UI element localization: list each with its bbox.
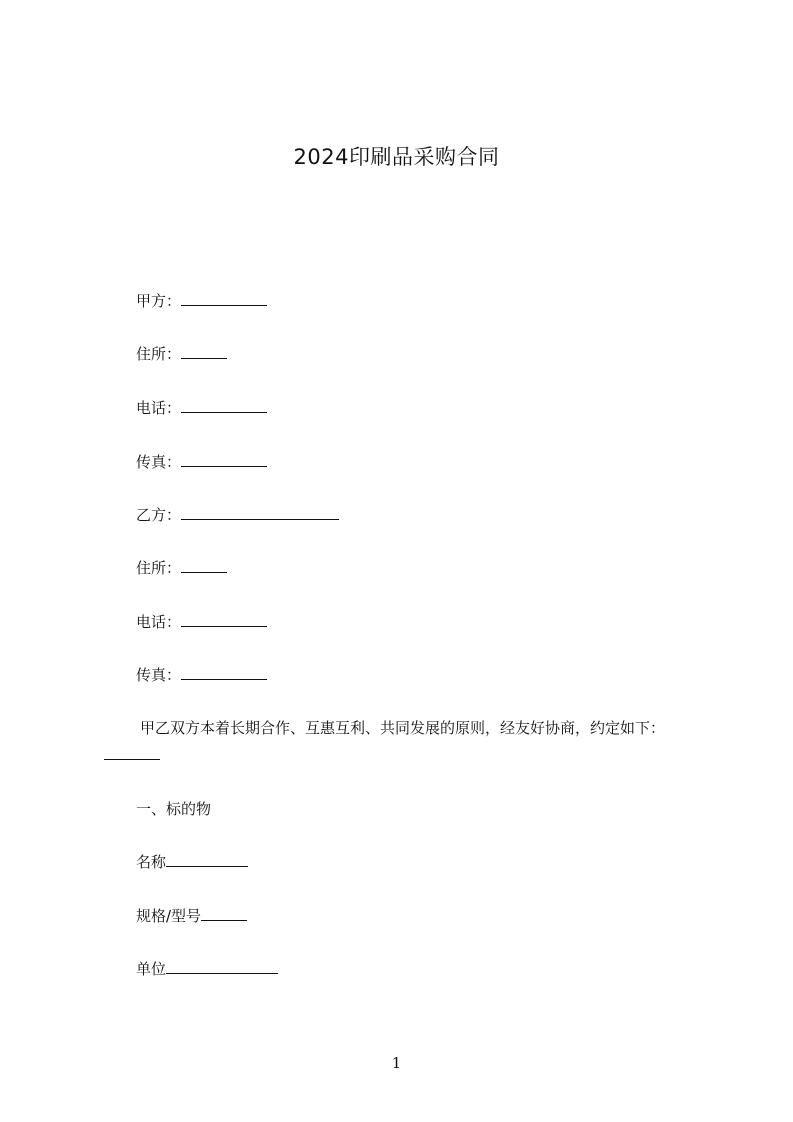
party-a-fax-line	[136, 451, 267, 473]
party-a-fax-label: 传真：	[136, 453, 182, 471]
intro-text: 甲乙双方本着长期合作、互惠互利、共同发展的原则，经友好协商，约定如下：	[140, 719, 666, 737]
party-b-name-blank[interactable]	[181, 504, 339, 520]
party-a-phone-blank[interactable]	[181, 397, 267, 413]
item-name-label: 名称	[136, 853, 167, 871]
item-spec-label: 规格/型号	[136, 907, 202, 925]
party-b-address-line	[136, 557, 227, 579]
party-a-address-label: 住所：	[136, 345, 182, 363]
item-name-line	[136, 851, 248, 873]
party-a-fax-blank[interactable]	[181, 451, 267, 467]
intro-blank-line	[104, 744, 160, 766]
party-b-fax-blank[interactable]	[181, 664, 267, 680]
item-spec-blank[interactable]	[201, 905, 247, 921]
party-b-address-label: 住所：	[136, 559, 182, 577]
party-a-phone-line	[136, 397, 267, 419]
item-unit-label: 单位	[136, 960, 167, 978]
item-spec-line	[136, 905, 247, 927]
party-a-phone-label: 电话：	[136, 399, 182, 417]
section1-heading: 一、标的物	[136, 800, 212, 818]
party-a-name-label: 甲方：	[136, 292, 182, 310]
party-b-phone-blank[interactable]	[181, 611, 267, 627]
page-number: 1	[391, 1054, 402, 1072]
intro-paragraph	[104, 717, 704, 739]
party-a-name-line	[136, 290, 267, 312]
party-a-name-blank[interactable]	[181, 290, 267, 306]
party-b-phone-line	[136, 611, 267, 633]
party-b-fax-label: 传真：	[136, 666, 182, 684]
party-b-address-blank[interactable]	[181, 557, 227, 573]
item-unit-line	[136, 958, 278, 980]
document-title: 2024印刷品采购合同	[293, 145, 500, 169]
party-b-phone-label: 电话：	[136, 613, 182, 631]
item-name-blank[interactable]	[166, 851, 248, 867]
party-b-name-line	[136, 504, 339, 526]
item-unit-blank[interactable]	[166, 958, 278, 974]
party-b-fax-line	[136, 664, 267, 686]
party-a-address-line	[136, 343, 227, 365]
party-a-address-blank[interactable]	[181, 343, 227, 359]
intro-blank[interactable]	[104, 744, 160, 760]
party-b-name-label: 乙方：	[136, 506, 182, 524]
